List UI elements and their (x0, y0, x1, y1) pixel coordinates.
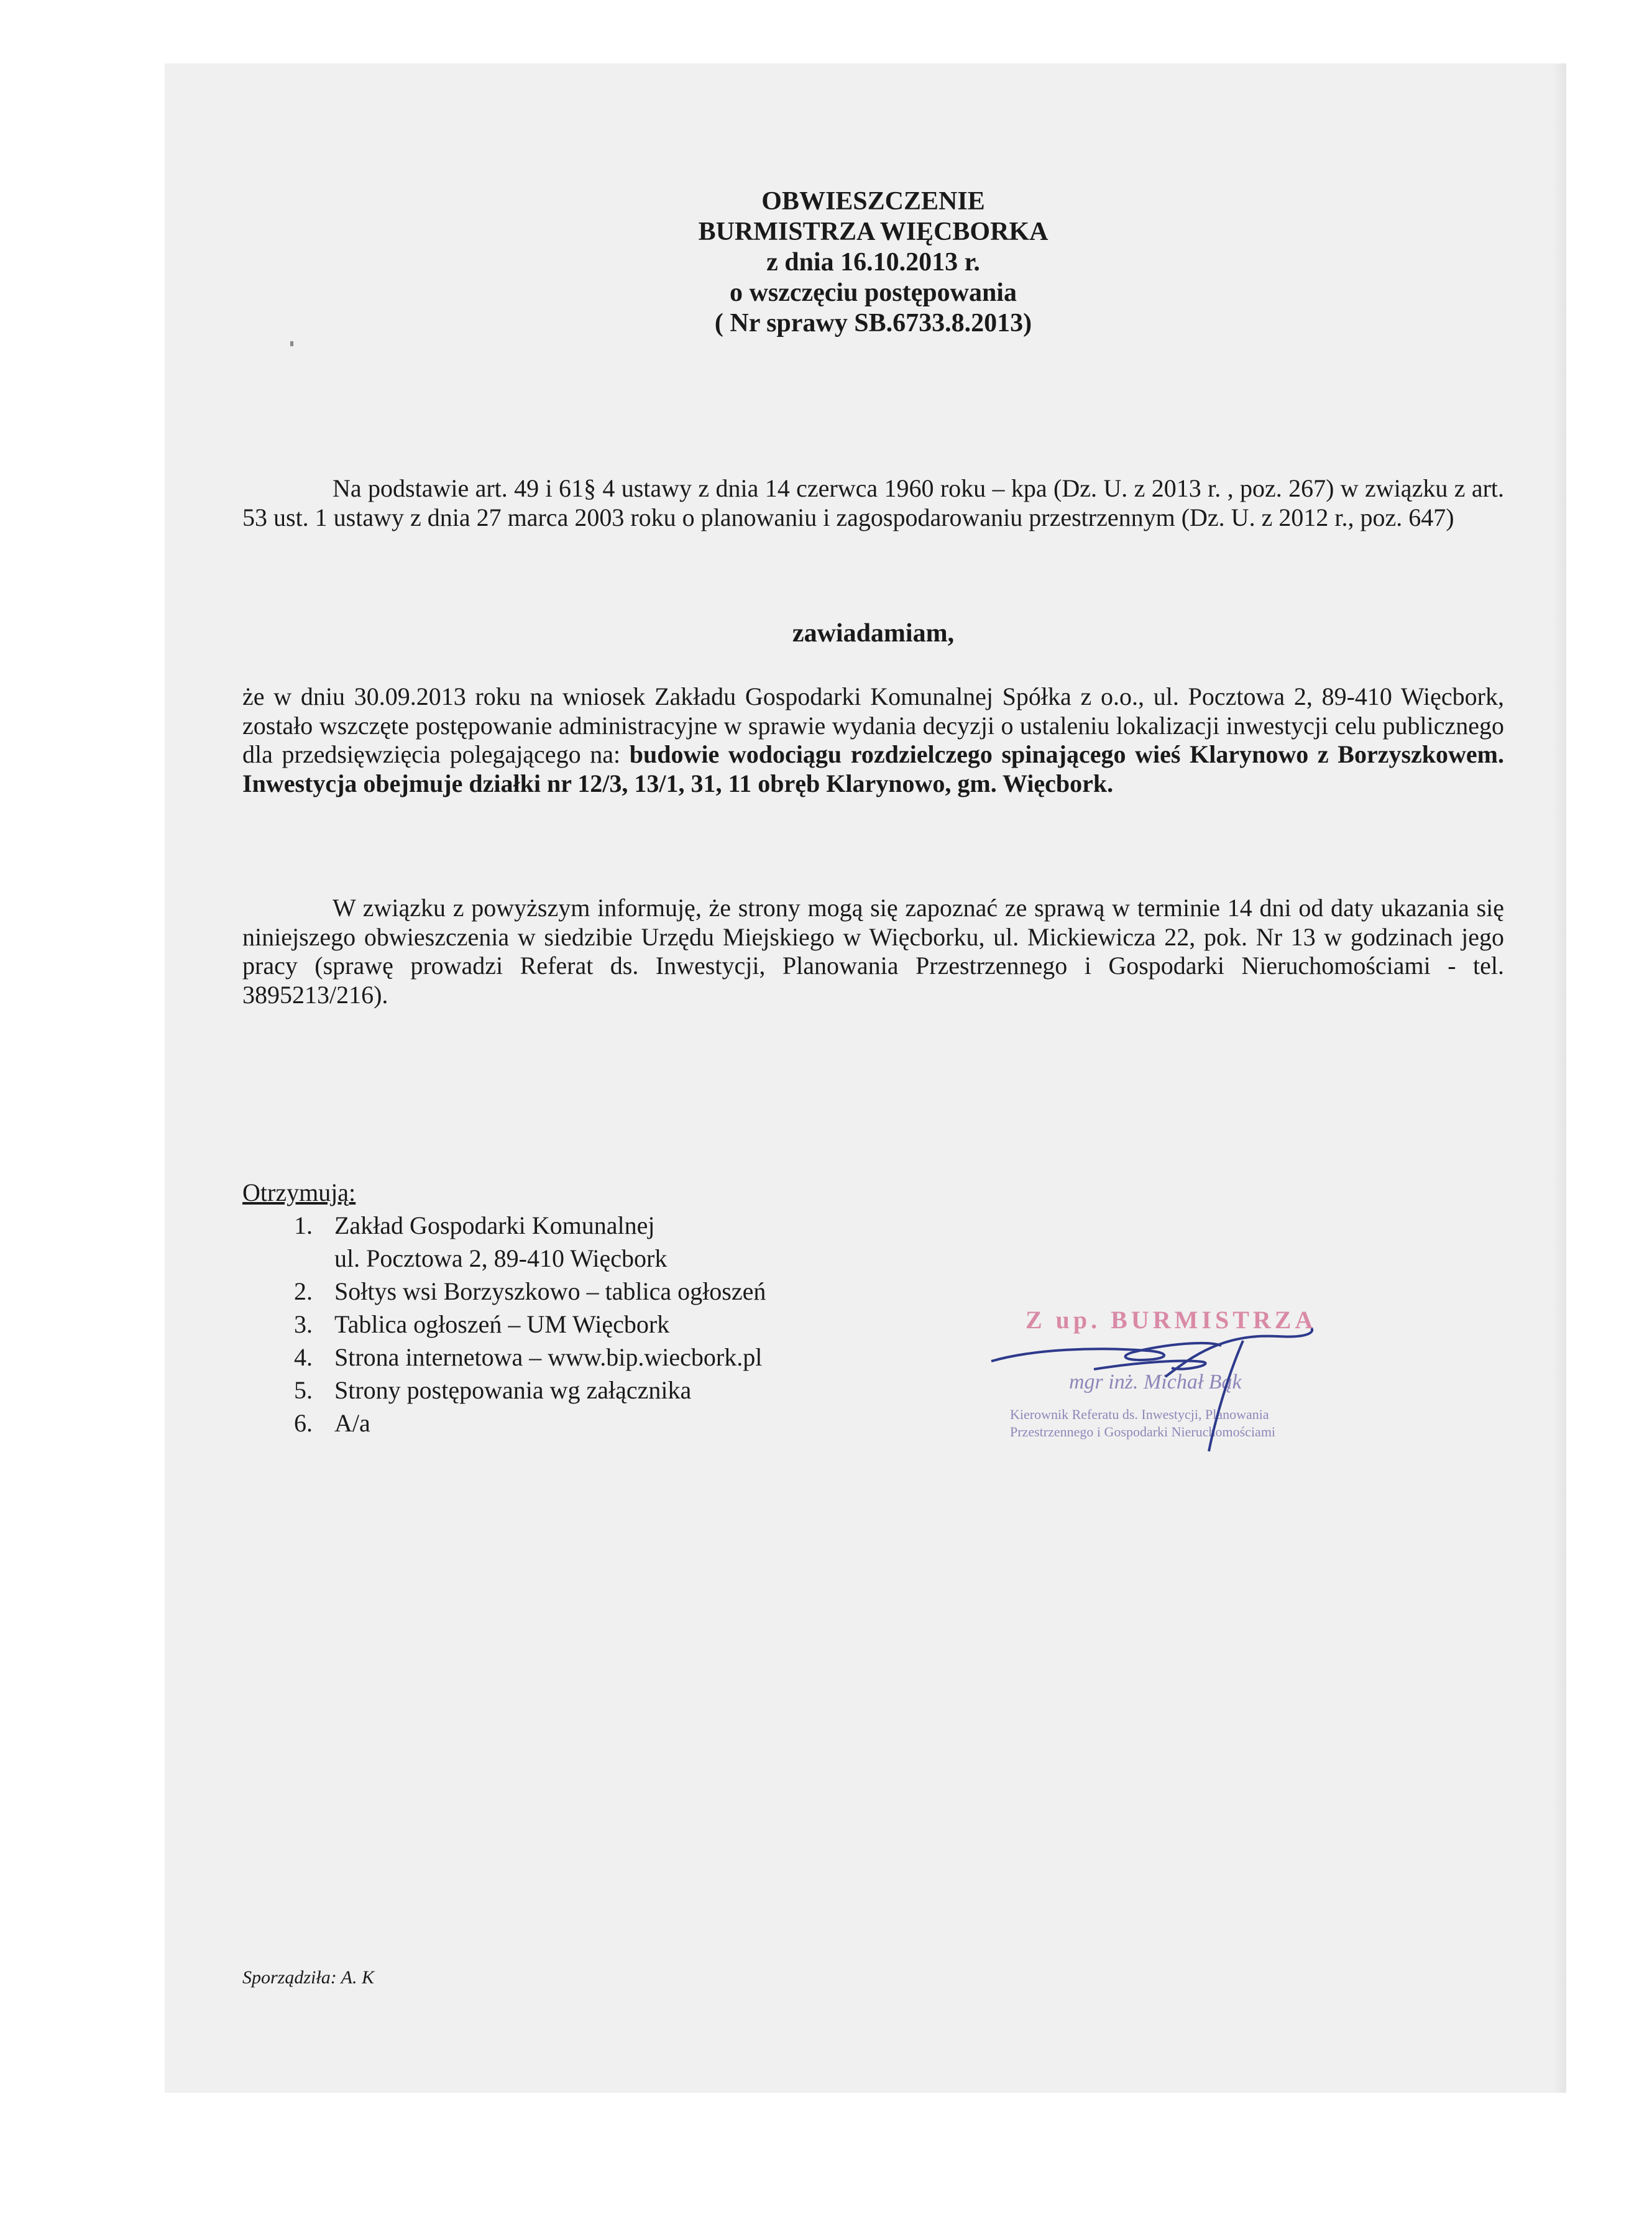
list-item (242, 1242, 766, 1275)
sheet-edge-shadow (1553, 63, 1566, 2093)
list-item-number: 3. (294, 1310, 313, 1338)
recipients-heading: Otrzymują: (242, 1178, 356, 1206)
recipients-block (242, 1176, 766, 1440)
list-item-number: 5. (294, 1376, 313, 1404)
list-item-number: 4. (294, 1343, 313, 1371)
stamp-position-line2: Przestrzennego i Gospodarki Nieruchomościami (1010, 1424, 1276, 1440)
recipients-list (242, 1209, 766, 1440)
header-date: z dnia 16.10.2013 r. (766, 248, 980, 277)
list-item-text: A/a (334, 1409, 370, 1437)
header-case-number: ( Nr sprawy SB.6733.8.2013) (714, 309, 1032, 337)
handwritten-signature (985, 1302, 1352, 1470)
list-item (242, 1209, 766, 1242)
header-subject: o wszczęciu postępowania (730, 278, 1017, 307)
body-intro: że w dniu 30.09.2013 roku na wniosek Zakładu Gospodarki Komunalnej Spółka z o.o., ul. Pocztowa 2, 89-410 Więcbork, zostało wszczęte postępowanie administracyjne w sprawie wydania decyzji o ustaleniu lokalizacji inwestycji celu publicznego dla przedsięwzięcia polegającego na: (242, 682, 1504, 768)
stamp-official-name: mgr inż. Michał Bąk (1069, 1371, 1242, 1394)
list-item (242, 1407, 766, 1440)
official-stamp (985, 1302, 1352, 1470)
list-item (242, 1374, 766, 1407)
list-item-number: 6. (294, 1409, 313, 1437)
list-item (242, 1308, 766, 1341)
author-note: Sporządziła: A. K (242, 1967, 374, 1988)
body-paragraph (242, 682, 1504, 798)
list-item-text: Tablica ogłoszeń – UM Więcbork (334, 1310, 670, 1338)
information-paragraph: W związku z powyższym informuję, że strony mogą się zapoznać ze sprawą w terminie 14 dni od daty ukazania się niniejszego obwieszczenia w siedzibie Urzędu Miejskiego w Więcborku, ul. Mickiewicza 22, pok. Nr 13 w godzinach jego pracy (sprawę prowadzi Referat ds. Inwestycji, Planowania Przestrzennego i Gospodarki Nieruchomościami - tel. 3895213/216). (242, 894, 1504, 1009)
header-authority: BURMISTRZA WIĘCBORKA (698, 218, 1049, 246)
notify-word: zawiadamiam, (792, 619, 955, 648)
legal-basis-paragraph: Na podstawie art. 49 i 61§ 4 ustawy z dnia 14 czerwca 1960 roku – kpa (Dz. U. z 2013 r. , poz. 267) w związku z art. 53 ust. 1 ustawy z dnia 27 marca 2003 roku o planowaniu i zagospodarowaniu przestrzennym (Dz. U. z 2012 r., poz. 647) (242, 474, 1504, 531)
list-item-text: Strona internetowa – www.bip.wiecbork.pl (334, 1343, 763, 1371)
list-item-number (242, 1242, 334, 1275)
list-item-text: Zakład Gospodarki Komunalnej (334, 1211, 655, 1239)
stamp-position-line1: Kierownik Referatu ds. Inwestycji, Planowania (1010, 1407, 1269, 1422)
header-title: OBWIESZCZENIE (761, 187, 985, 216)
list-item-text: Sołtys wsi Borzyszkowo – tablica ogłoszeń (334, 1277, 766, 1305)
list-item-text: Strony postępowania wg załącznika (334, 1376, 692, 1404)
investment-description: budowie wodociągu rozdzielczego spinającego wieś Klarynowo z Borzyszkowem. Inwestycja obejmuje działki nr 12/3, 13/1, 31, 11 obręb Klarynowo, gm. Więcbork. (242, 740, 1505, 797)
list-item (242, 1341, 766, 1374)
list-item-number: 2. (294, 1277, 313, 1305)
document-header (242, 186, 1504, 339)
list-item-text: ul. Pocztowa 2, 89-410 Więcbork (334, 1244, 668, 1272)
scan-speck (290, 341, 293, 346)
document-sheet (165, 63, 1566, 2093)
list-item-number: 1. (294, 1211, 313, 1239)
list-item (242, 1275, 766, 1308)
stamp-authority: Z up. BURMISTRZA (1026, 1306, 1317, 1334)
